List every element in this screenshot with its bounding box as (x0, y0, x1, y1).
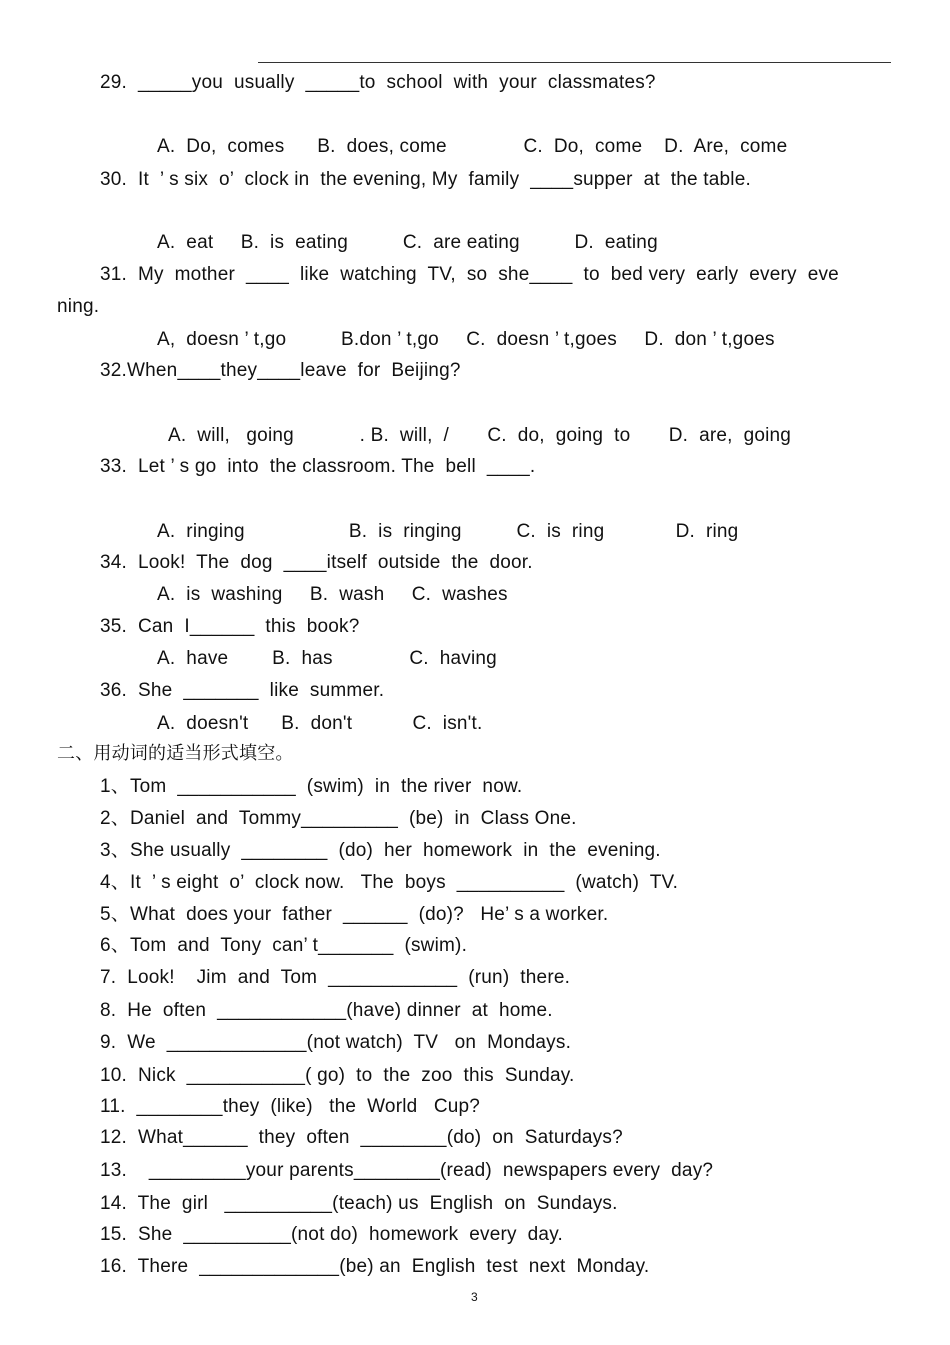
verb-item-3: 3、She usually ________ (do) her homework in the evening. (100, 840, 661, 861)
verb-item-15: 15. She __________(not do) homework every day. (100, 1224, 563, 1245)
question-33-stem: 33. Let ’ s go into the classroom. The bell ____. (100, 456, 536, 477)
question-30-options: A. eat B. is eating C. are eating D. eating (157, 232, 658, 253)
question-31-stem-continuation: ning. (57, 296, 100, 317)
verb-item-8: 8. He often ____________(have) dinner at home. (100, 1000, 553, 1021)
page-number: 3 (471, 1290, 478, 1304)
question-34-options: A. is washing B. wash C. washes (157, 584, 508, 605)
question-35-stem: 35. Can I______ this book? (100, 616, 360, 637)
verb-item-14: 14. The girl __________(teach) us English on Sundays. (100, 1193, 618, 1214)
verb-item-12: 12. What______ they often ________(do) on Saturdays? (100, 1127, 623, 1148)
question-36-options: A. doesn't B. don't C. isn't. (157, 713, 483, 734)
question-34-stem: 34. Look! The dog ____itself outside the door. (100, 552, 533, 573)
verb-item-5: 5、What does your father ______ (do)? He’ s a worker. (100, 904, 609, 925)
verb-item-2: 2、Daniel and Tommy_________ (be) in Class One. (100, 808, 577, 829)
verb-item-13: 13. _________your parents________(read) newspapers every day? (100, 1160, 714, 1181)
verb-item-7: 7. Look! Jim and Tom ____________ (run) there. (100, 967, 571, 988)
verb-item-16: 16. There _____________(be) an English test next Monday. (100, 1256, 650, 1277)
question-36-stem: 36. She _______ like summer. (100, 680, 385, 701)
verb-item-4: 4、It ’ s eight o’ clock now. The boys __________ (watch) TV. (100, 872, 679, 893)
question-29-options: A. Do, comes B. does, come C. Do, come D. Are, come (157, 136, 788, 157)
question-31-stem: 31. My mother ____ like watching TV, so she____ to bed very early every eve (100, 264, 839, 285)
verb-item-6: 6、Tom and Tony can’ t_______ (swim). (100, 935, 468, 956)
question-32-stem: 32.When____they____leave for Beijing? (100, 360, 461, 381)
verb-item-9: 9. We _____________(not watch) TV on Mondays. (100, 1032, 572, 1053)
question-35-options: A. have B. has C. having (157, 648, 497, 669)
question-32-options: A. will, going . B. will, / C. do, going to D. are, going (168, 425, 792, 446)
question-29-stem: 29. _____you usually _____to school with your classmates? (100, 72, 656, 93)
verb-item-10: 10. Nick ___________( go) to the zoo this Sunday. (100, 1065, 575, 1086)
verb-item-11: 11. ________they (like) the World Cup? (100, 1096, 481, 1117)
section-heading: 二、用动词的适当形式填空。 (57, 743, 294, 764)
header-rule (258, 62, 891, 63)
question-31-options: A, doesn ’ t,go B.don ’ t,go C. doesn ’ t,goes D. don ’ t,goes (157, 329, 775, 350)
verb-item-1: 1、Tom ___________ (swim) in the river now. (100, 776, 523, 797)
question-30-stem: 30. It ’ s six o’ clock in the evening, My family ____supper at the table. (100, 169, 751, 190)
question-33-options: A. ringing B. is ringing C. is ring D. ring (157, 521, 739, 542)
